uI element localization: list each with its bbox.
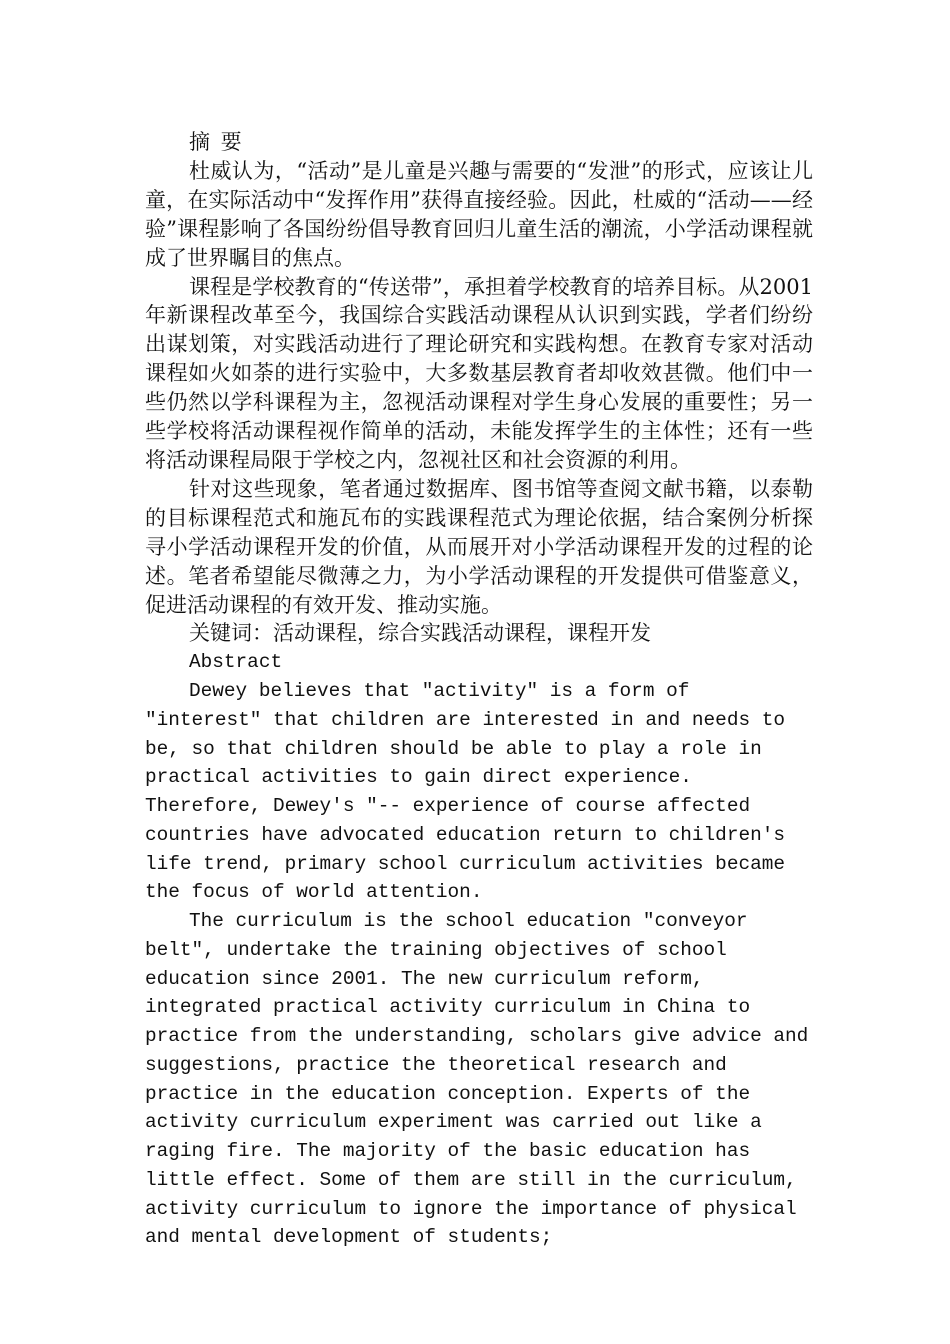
abstract-zh-paragraph-1: 杜威认为，“活动”是儿童是兴趣与需要的“发泄”的形式，应该让儿童，在实际活动中“发挥作用”获得直接经验。因此，杜威的“活动——经验”课程影响了各国纷纷倡导教育回归儿童生活的潮流，小学活动课程就成了世界瞩目的焦点。 (145, 158, 813, 270)
keywords-zh: 关键词：活动课程，综合实践活动课程，课程开发 (189, 621, 651, 646)
document-body (145, 128, 813, 1252)
abstract-zh-paragraph-2: 课程是学校教育的“传送带”，承担着学校教育的培养目标。从2001年新课程改革至今，我国综合实践活动课程从认识到实践，学者们纷纷出谋划策，对实践活动进行了理论研究和实践构想。在教育专家对活动课程如火如荼的进行实验中，大多数基层教育者却收效甚微。他们中一些仍然以学科课程为主，忽视活动课程对学生身心发展的重要性；另一些学校将活动课程视作简单的活动，未能发挥学生的主体性；还有一些将活动课程局限于学校之内，忽视社区和社会资源的利用。 (145, 274, 813, 472)
abstract-zh-paragraph-3: 针对这些现象，笔者通过数据库、图书馆等查阅文献书籍，以泰勒的目标课程范式和施瓦布的实践课程范式为理论依据，结合案例分析探寻小学活动课程开发的价值，从而展开对小学活动课程开发的过程的论述。笔者希望能尽微薄之力，为小学活动课程的开发提供可借鉴意义，促进活动课程的有效开发、推动实施。 (145, 476, 813, 617)
abstract-zh-heading: 摘 要 (189, 130, 244, 154)
abstract-en-paragraph-1: Dewey believes that "activity" is a form of "interest" that children are interested in and needs to be, so that children should be able to play a role in practical activities to gain direct experience. Therefore, Dewey's "-- experience of course affected countries have advocated education return to children's life trend, primary school curriculum activities became the focus of world attention. (145, 680, 785, 904)
abstract-en-heading: Abstract (189, 651, 283, 674)
abstract-en-paragraph-2: The curriculum is the school education "conveyor belt", undertake the training objectives of school education since 2001. The new curriculum reform, integrated practical activity curriculum in China to practice from the understanding, scholars give advice and suggestions, practice the theoretical research and practice in the education conception. Experts of the activity curriculum experiment was carried out like a raging fire. The majority of the basic education has little effect. Some of them are still in the curriculum, activity curriculum to ignore the importance of physical and mental development of students; (145, 910, 809, 1249)
